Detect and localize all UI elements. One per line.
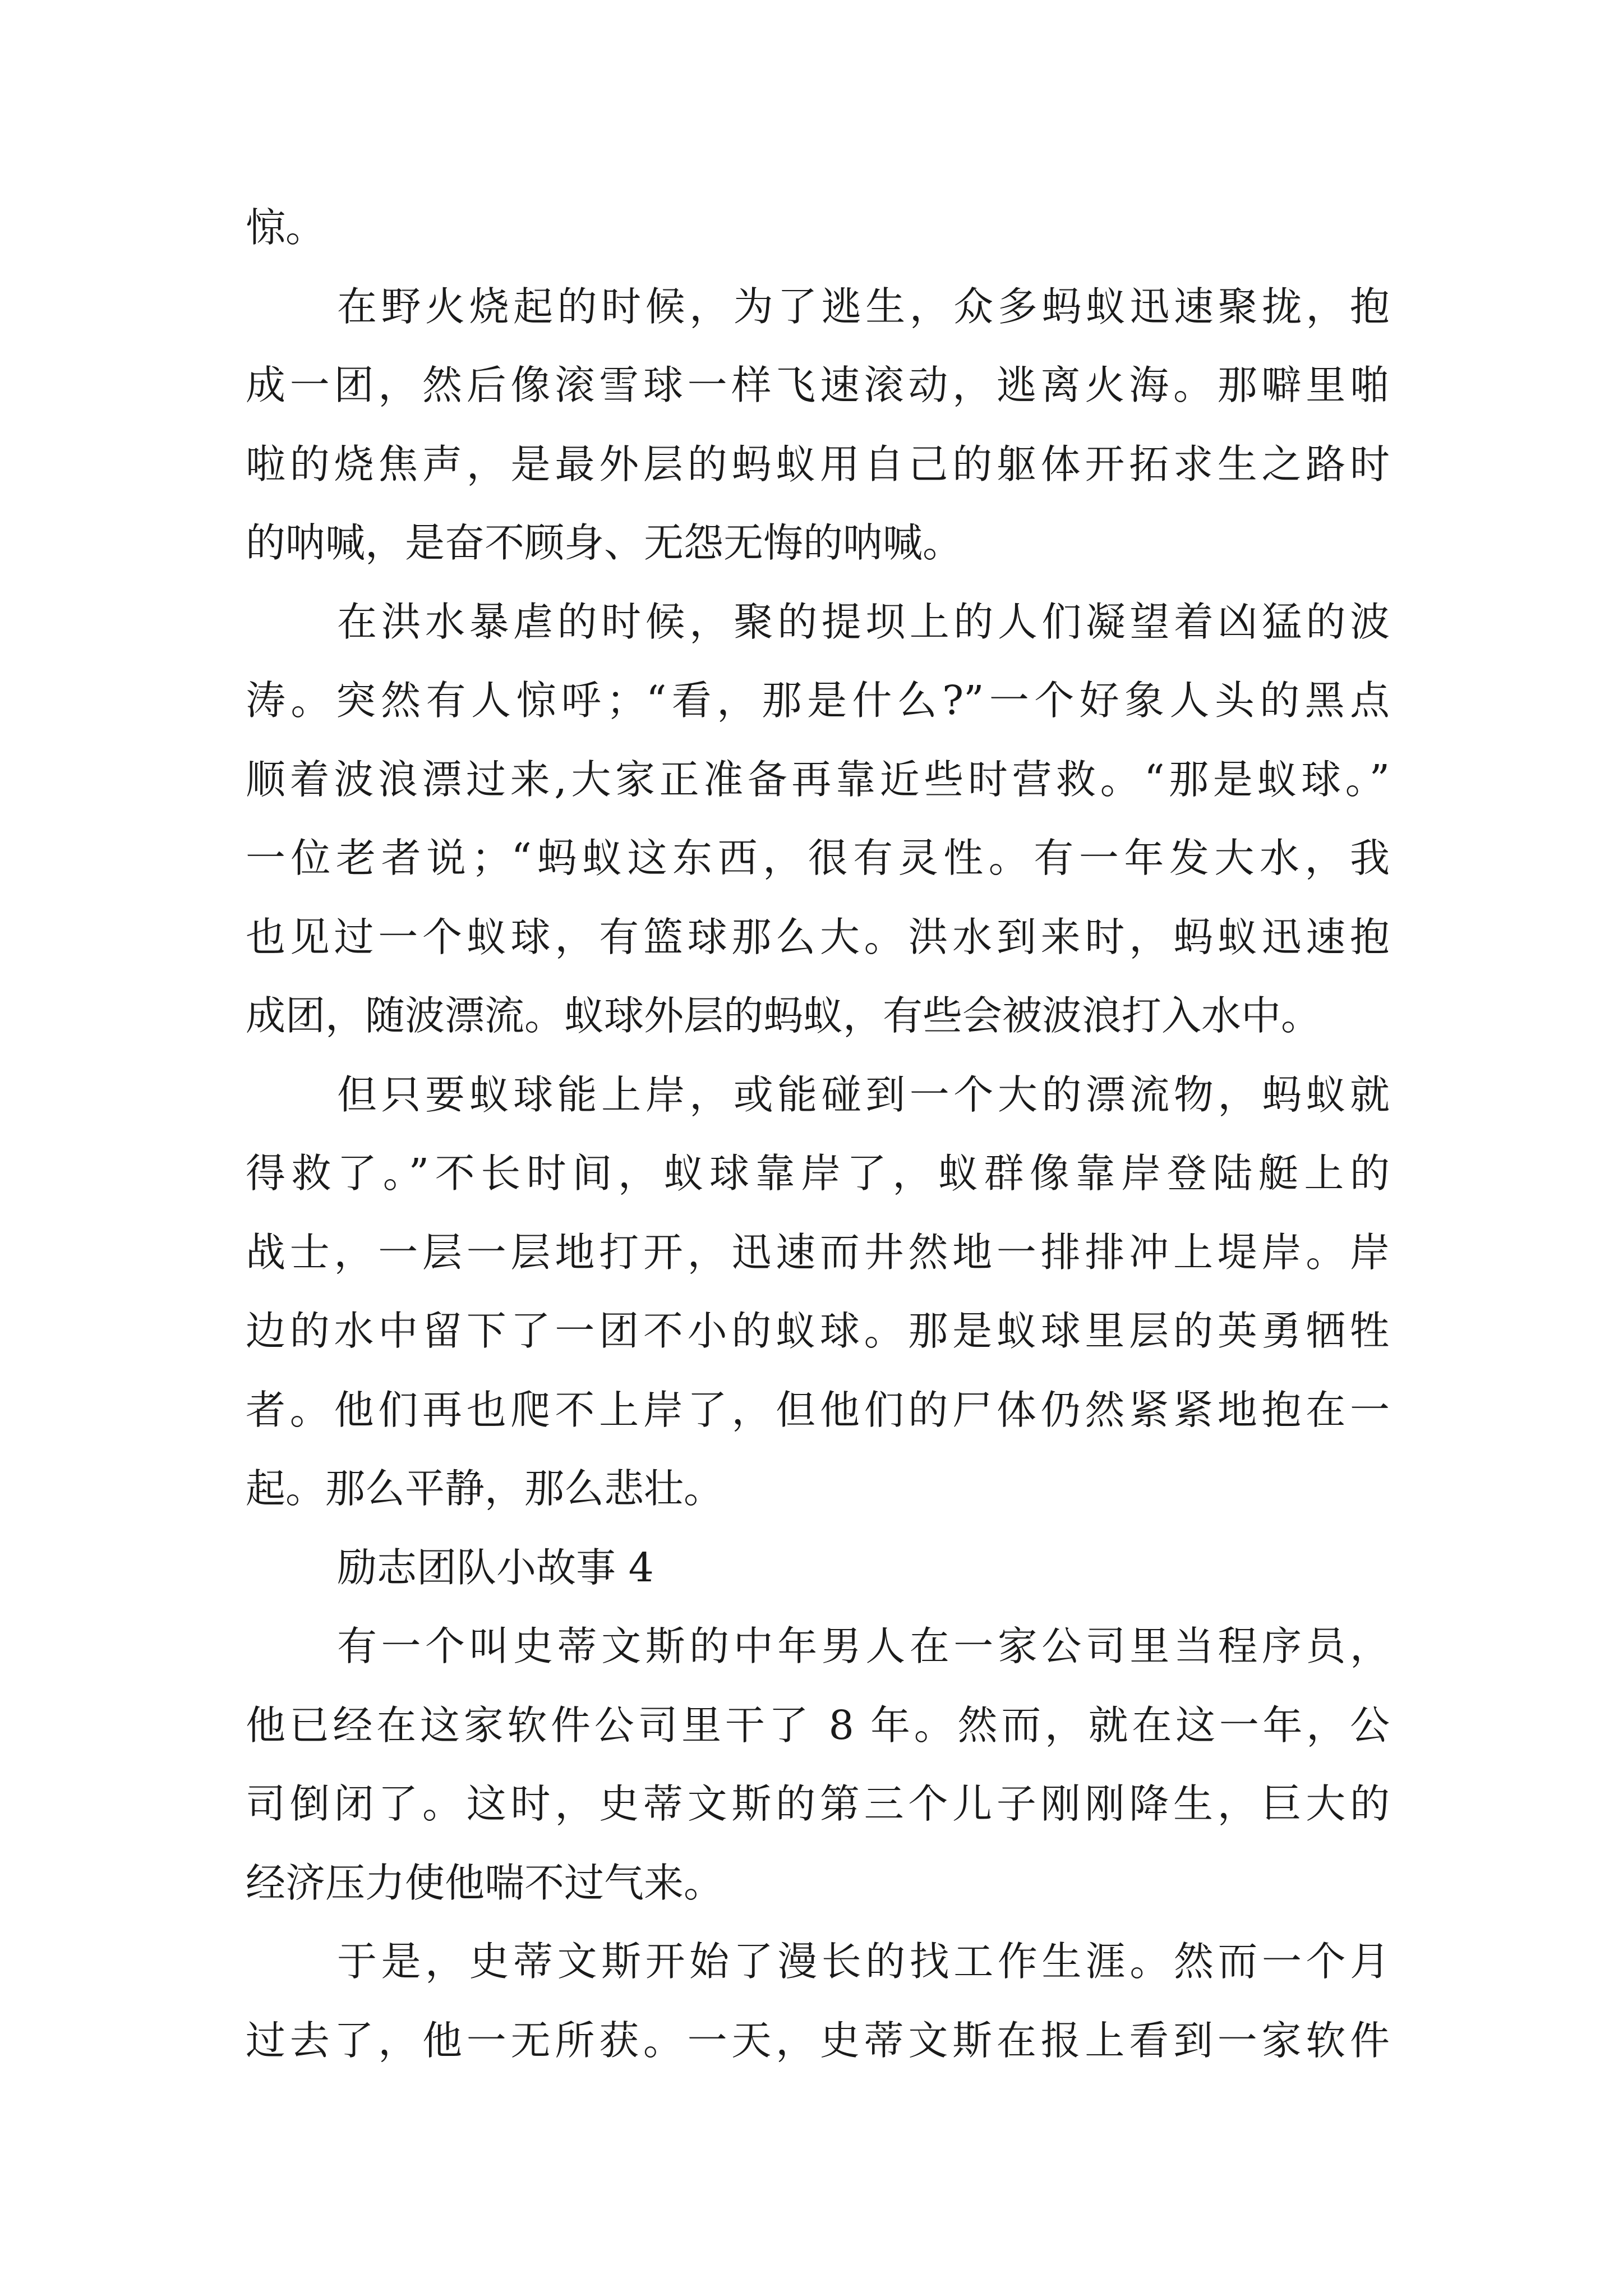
- paragraph-line: 过去了，他一无所获。一天，史蒂文斯在报上看到一家软件: [246, 2017, 1390, 2064]
- paragraph-line: 啦的烧焦声，是最外层的蚂蚁用自己的躯体开拓求生之路时: [246, 440, 1390, 487]
- paragraph-line: 涛。突然有人惊呼；“看，那是什么?”一个好象人头的黑点: [246, 677, 1390, 724]
- paragraph-line: 顺着波浪漂过来,大家正准备再靠近些时营救。“那是蚁球。”: [246, 756, 1390, 803]
- paragraph-line: 一位老者说；“蚂蚁这东西，很有灵性。有一年发大水，我: [246, 835, 1390, 881]
- paragraph-line: 经济压力使他喘不过气来。: [246, 1859, 724, 1906]
- paragraph-line: 惊。: [246, 204, 326, 251]
- paragraph-first-line: 但只要蚁球能上岸，或能碰到一个大的漂流物，蚂蚁就: [337, 1071, 1390, 1118]
- paragraph-line: 他已经在这家软件公司里干了 8 年。然而，就在这一年，公: [246, 1701, 1390, 1749]
- paragraph-line: 也见过一个蚁球，有篮球那么大。洪水到来时，蚂蚁迅速抱: [246, 913, 1390, 960]
- paragraph-first-line: 在洪水暴虐的时候，聚的提坝上的人们凝望着凶猛的波: [337, 598, 1390, 645]
- paragraph-line: 战士，一层一层地打开，迅速而井然地一排排冲上堤岸。岸: [246, 1228, 1390, 1276]
- paragraph-line: 成团，随波漂流。蚁球外层的蚂蚁，有些会被波浪打入水中。: [246, 992, 1321, 1039]
- document-body: [246, 188, 1390, 2080]
- paragraph-line: 得救了。”不长时间，蚁球靠岸了，蚁群像靠岸登陆艇上的: [246, 1150, 1390, 1197]
- paragraph-first-line: 于是，史蒂文斯开始了漫长的找工作生涯。然而一个月: [337, 1938, 1390, 1985]
- paragraph-line: 的呐喊，是奋不顾身、无怨无悔的呐喊。: [246, 519, 963, 566]
- paragraph-first-line: 在野火烧起的时候，为了逃生，众多蚂蚁迅速聚拢，抱: [337, 283, 1390, 330]
- paragraph-line: 边的水中留下了一团不小的蚁球。那是蚁球里层的英勇牺牲: [246, 1308, 1390, 1354]
- paragraph-line: 起。那么平静，那么悲壮。: [246, 1465, 724, 1512]
- paragraph-first-line: 有一个叫史蒂文斯的中年男人在一家公司里当程序员，: [337, 1623, 1390, 1669]
- paragraph-line: 司倒闭了。这时，史蒂文斯的第三个儿子刚刚降生，巨大的: [246, 1780, 1390, 1827]
- paragraph-line: 者。他们再也爬不上岸了，但他们的尸体仍然紧紧地抱在一: [246, 1386, 1390, 1433]
- paragraph-first-line: 励志团队小故事 4: [337, 1544, 654, 1591]
- paragraph-line: 成一团，然后像滚雪球一样飞速滚动，逃离火海。那噼里啪: [246, 362, 1390, 408]
